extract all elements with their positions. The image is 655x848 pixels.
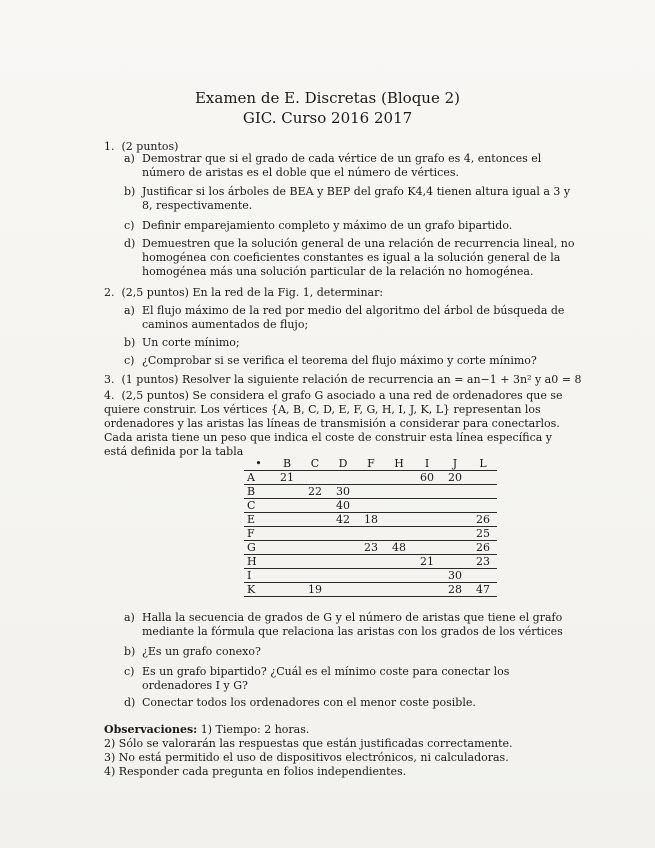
table-cell bbox=[329, 541, 357, 555]
exam-page: Examen de E. Discretas (Bloque 2) GIC. Curso 2016 2017 1. (2 puntos) a) Demostrar que si el grado de cada vértice de un grafo es 4, entonces el número de aristas es el doble que el número de vértices. b) Justificar si los árboles de BEA y BEP del grafo K4,4 tienen altura igual a 3 y 8, respectivamente. c) Definir emparejamiento completo y máximo de un grafo bipartido. d) Demuestren que la solución general de una relación de recurrencia lineal, no homogénea con coeficientes constantes es igual a la solución general de la homogénea más una solución particular de la relación no homogénea. 2. (2,5 puntos) En la red de la Fig. 1, determinar: a) El flujo máximo de la red por medio del algoritmo del árbol de búsqueda de caminos aumentados de flujo; b) Un corte mínimo; c) ¿Comprobar si se verifica el teorema del flujo máximo y corte mínimo? 3. (1 puntos) Resolver la siguiente relación de recurrencia an = an−1 + 3n² y a0 = 8 4. (2,5 puntos) Se considera el grafo G asociado a una red de ordenadores que se quiere construir. Los vértices {A, B, C, D, E, F, G, H, I, J, K, L} representan los ordenadores y las aristas las líneas de transmisión a considerar para conectarlos. Cada arista tiene un peso que indica el coste de construir esta línea específica y está definida por la tabla a) Halla la secuencia de grados de G y el número de aristas que tiene el grafo mediante la fórmula que relaciona las aristas con los grados de los vértices b) ¿Es un grafo conexo? c) Es un grafo bipartido? ¿Cuál es el mínimo coste para conectar los ordenadores I y G? d) Conectar todos los ordenadores con el menor coste posible. Observaciones: 1) Tiempo: 2 horas. 2) Sólo se valorarán las respuestas que están justificadas correctamente. 3) No está permitido el uso de dispositivos electrónicos, ni calculadoras. 4) Responder cada pregunta en folios independientes. • B C D F H I J L A 21 60 20 B 22 30 C 40 E 42 18 26 F 25 G 23 48 26 H 21 23 I 30 K 19 28 47 bbox=[0, 0, 655, 848]
row-header: A bbox=[244, 471, 273, 485]
question-3: 3. (1 puntos) Resolver la siguiente relación de recurrencia an = an−1 + 3n² y a0 = 8 bbox=[104, 373, 582, 386]
table-cell bbox=[385, 471, 413, 485]
table-cell: 22 bbox=[301, 485, 329, 499]
table-cell bbox=[301, 555, 329, 569]
table-body bbox=[244, 471, 497, 597]
table-cell bbox=[329, 583, 357, 597]
table-row bbox=[244, 583, 497, 597]
table-cell bbox=[273, 555, 301, 569]
table-cell bbox=[357, 527, 385, 541]
title-line-1: Examen de E. Discretas (Bloque 2) bbox=[194, 89, 461, 107]
table-cell bbox=[273, 569, 301, 583]
row-header: H bbox=[244, 555, 273, 569]
table-row bbox=[244, 541, 497, 555]
table-cell: 25 bbox=[469, 527, 497, 541]
column-header: I bbox=[413, 457, 441, 471]
table-cell bbox=[469, 485, 497, 499]
cost-table bbox=[244, 457, 497, 597]
table-header-row bbox=[244, 457, 497, 471]
question-1-heading: 1. (2 puntos) bbox=[104, 140, 179, 153]
table-cell: 23 bbox=[357, 541, 385, 555]
observation-line-2: 2) Sólo se valorarán las respuestas que están justificadas correctamente. bbox=[104, 737, 513, 750]
table-cell bbox=[413, 569, 441, 583]
table-cell: 19 bbox=[301, 583, 329, 597]
table-row bbox=[244, 513, 497, 527]
table-cell bbox=[301, 513, 329, 527]
table-cell bbox=[301, 527, 329, 541]
table-cell bbox=[469, 499, 497, 513]
table-row bbox=[244, 499, 497, 513]
table-cell bbox=[385, 513, 413, 527]
observations bbox=[104, 723, 584, 779]
table-cell: 23 bbox=[469, 555, 497, 569]
table-cell bbox=[273, 485, 301, 499]
table-cell: 30 bbox=[441, 569, 469, 583]
table-cell bbox=[469, 471, 497, 485]
table-cell bbox=[385, 485, 413, 499]
table-cell bbox=[469, 569, 497, 583]
question-2-heading: 2. (2,5 puntos) En la red de la Fig. 1, determinar: bbox=[104, 286, 384, 299]
table-row bbox=[244, 471, 497, 485]
table-cell bbox=[441, 485, 469, 499]
row-header: I bbox=[244, 569, 273, 583]
row-header: K bbox=[244, 583, 273, 597]
table-cell: 42 bbox=[329, 513, 357, 527]
table-cell bbox=[301, 541, 329, 555]
table-cell bbox=[441, 513, 469, 527]
table-cell bbox=[441, 555, 469, 569]
table-cell bbox=[273, 499, 301, 513]
question-4-heading: 4. (2,5 puntos) Se considera el grafo G asociado a una red de ordenadores que se quiere construir. Los vértices {A, B, C, D, E, F, G, H, I, J, K, L} representan los ordenadores y las aristas las líneas de transmisión a considerar para conectarlos. Cada arista tiene un peso que indica el coste de construir esta línea específica y está definida por la tabla bbox=[104, 389, 563, 458]
table-cell bbox=[357, 583, 385, 597]
row-header: B bbox=[244, 485, 273, 499]
table-cell: 20 bbox=[441, 471, 469, 485]
title-line-2: GIC. Curso 2016 2017 bbox=[242, 109, 413, 127]
table-cell bbox=[273, 541, 301, 555]
column-header: F bbox=[357, 457, 385, 471]
column-header: C bbox=[301, 457, 329, 471]
table-cell bbox=[273, 513, 301, 527]
column-header: L bbox=[469, 457, 497, 471]
table-cell bbox=[385, 555, 413, 569]
row-header: C bbox=[244, 499, 273, 513]
table-cell bbox=[385, 499, 413, 513]
table-cell bbox=[273, 527, 301, 541]
table-cell bbox=[357, 555, 385, 569]
table-cell: 21 bbox=[273, 471, 301, 485]
table-cell bbox=[329, 527, 357, 541]
row-header: G bbox=[244, 541, 273, 555]
table-cell: 30 bbox=[329, 485, 357, 499]
table-cell bbox=[385, 527, 413, 541]
table-cell: 47 bbox=[469, 583, 497, 597]
table-cell: 40 bbox=[329, 499, 357, 513]
observation-line-3: 3) No está permitido el uso de dispositivos electrónicos, ni calculadoras. bbox=[104, 751, 509, 764]
column-header: J bbox=[441, 457, 469, 471]
table-cell: 48 bbox=[385, 541, 413, 555]
row-header: E bbox=[244, 513, 273, 527]
row-header: F bbox=[244, 527, 273, 541]
table-cell: 26 bbox=[469, 513, 497, 527]
table-cell bbox=[413, 485, 441, 499]
observation-line-1: Observaciones: 1) Tiempo: 2 horas. bbox=[104, 723, 310, 736]
table-row bbox=[244, 485, 497, 499]
table-cell bbox=[329, 555, 357, 569]
table-cell bbox=[441, 527, 469, 541]
table-row bbox=[244, 527, 497, 541]
table-cell: 60 bbox=[413, 471, 441, 485]
table-cell bbox=[329, 569, 357, 583]
table-cell bbox=[413, 541, 441, 555]
table-cell bbox=[385, 569, 413, 583]
table-cell bbox=[413, 527, 441, 541]
table-cell bbox=[357, 471, 385, 485]
table-cell bbox=[441, 541, 469, 555]
table-cell bbox=[413, 499, 441, 513]
table-cell bbox=[273, 583, 301, 597]
table-cell bbox=[357, 569, 385, 583]
table-cell: 18 bbox=[357, 513, 385, 527]
table-cell bbox=[413, 513, 441, 527]
table-cell: 21 bbox=[413, 555, 441, 569]
table-row bbox=[244, 569, 497, 583]
column-header: B bbox=[273, 457, 301, 471]
table-corner: • bbox=[244, 457, 273, 471]
table-cell: 28 bbox=[441, 583, 469, 597]
table-cell bbox=[441, 499, 469, 513]
table-cell bbox=[301, 569, 329, 583]
table-cell bbox=[301, 499, 329, 513]
table-cell bbox=[357, 485, 385, 499]
table-row bbox=[244, 555, 497, 569]
observation-line-4: 4) Responder cada pregunta en folios independientes. bbox=[104, 765, 407, 778]
table-cell bbox=[357, 499, 385, 513]
table-cell bbox=[301, 471, 329, 485]
exam-title bbox=[0, 88, 655, 128]
column-header: D bbox=[329, 457, 357, 471]
table-cell bbox=[329, 471, 357, 485]
table-cell bbox=[385, 583, 413, 597]
table-cell: 26 bbox=[469, 541, 497, 555]
column-header: H bbox=[385, 457, 413, 471]
table-cell bbox=[413, 583, 441, 597]
